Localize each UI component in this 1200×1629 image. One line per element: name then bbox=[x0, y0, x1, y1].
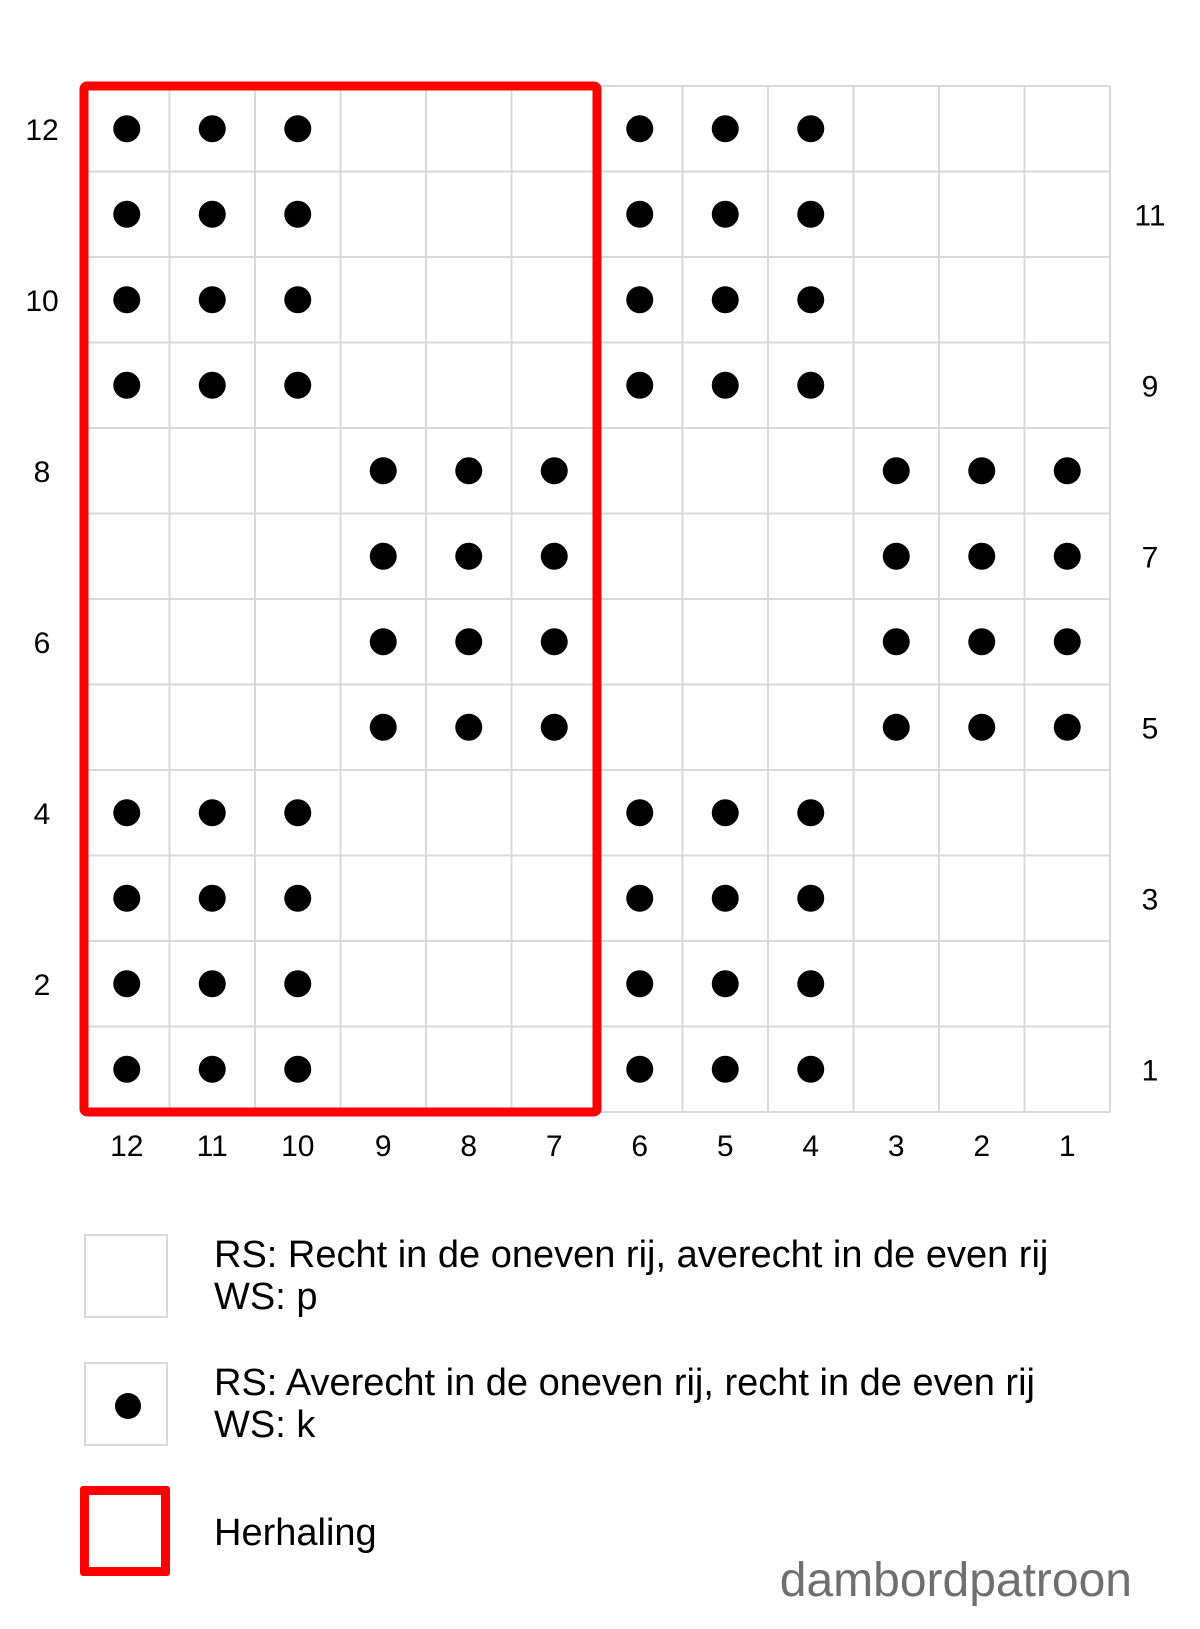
purl-dot-r8-c2 bbox=[968, 457, 995, 484]
purl-dot-r11-c11 bbox=[199, 201, 226, 228]
purl-dot-r3-c5 bbox=[712, 885, 739, 912]
purl-dot-r10-c5 bbox=[712, 286, 739, 313]
legend-item-purl bbox=[84, 1362, 1184, 1446]
purl-dot-r5-c2 bbox=[968, 714, 995, 741]
purl-dot-r2-c10 bbox=[284, 970, 311, 997]
purl-dot-r6-c3 bbox=[883, 628, 910, 655]
legend-empty-square-icon bbox=[84, 1234, 168, 1318]
purl-dot-r4-c6 bbox=[626, 799, 653, 826]
purl-dot-r9-c12 bbox=[113, 372, 140, 399]
purl-dot-r7-c8 bbox=[455, 543, 482, 570]
column-label-4: 4 bbox=[802, 1130, 820, 1160]
purl-dot-r10-c6 bbox=[626, 286, 653, 313]
purl-dot-r7-c1 bbox=[1054, 543, 1081, 570]
purl-dot-r9-c10 bbox=[284, 372, 311, 399]
column-label-9: 9 bbox=[374, 1130, 392, 1160]
purl-dot-r10-c10 bbox=[284, 286, 311, 313]
purl-dot-r7-c7 bbox=[541, 543, 568, 570]
row-label-7: 7 bbox=[1141, 541, 1159, 575]
purl-dot-r11-c6 bbox=[626, 201, 653, 228]
purl-dot-r4-c5 bbox=[712, 799, 739, 826]
row-label-4: 4 bbox=[33, 797, 51, 831]
purl-dot-r4-c4 bbox=[797, 799, 824, 826]
row-label-8: 8 bbox=[33, 455, 51, 489]
purl-dot-r2-c12 bbox=[113, 970, 140, 997]
purl-dot-r3-c6 bbox=[626, 885, 653, 912]
purl-dot-r7-c2 bbox=[968, 543, 995, 570]
purl-dot-r10-c4 bbox=[797, 286, 824, 313]
purl-dot-r12-c12 bbox=[113, 115, 140, 142]
row-label-9: 9 bbox=[1141, 370, 1159, 404]
purl-dot-r1-c5 bbox=[712, 1056, 739, 1083]
column-label-6: 6 bbox=[631, 1130, 649, 1160]
purl-dot-r5-c7 bbox=[541, 714, 568, 741]
purl-dot-r1-c4 bbox=[797, 1056, 824, 1083]
purl-dot-r5-c9 bbox=[370, 714, 397, 741]
purl-dot-r8-c9 bbox=[370, 457, 397, 484]
purl-dot-r7-c9 bbox=[370, 543, 397, 570]
purl-dot-r8-c8 bbox=[455, 457, 482, 484]
column-label-5: 5 bbox=[716, 1130, 734, 1160]
purl-dot-r3-c12 bbox=[113, 885, 140, 912]
purl-dot-r2-c4 bbox=[797, 970, 824, 997]
purl-dot-r1-c10 bbox=[284, 1056, 311, 1083]
purl-dot-r12-c4 bbox=[797, 115, 824, 142]
purl-dot-r8-c3 bbox=[883, 457, 910, 484]
purl-dot-r1-c12 bbox=[113, 1056, 140, 1083]
purl-dot-r4-c10 bbox=[284, 799, 311, 826]
purl-dot-r1-c6 bbox=[626, 1056, 653, 1083]
legend-knit-ws-text: WS: p bbox=[214, 1276, 318, 1318]
purl-dot-r6-c2 bbox=[968, 628, 995, 655]
purl-dot-r9-c11 bbox=[199, 372, 226, 399]
purl-dot-r8-c1 bbox=[1054, 457, 1081, 484]
purl-dot-r6-c9 bbox=[370, 628, 397, 655]
purl-dot-r4-c12 bbox=[113, 799, 140, 826]
purl-dot-r6-c1 bbox=[1054, 628, 1081, 655]
purl-dot-r12-c5 bbox=[712, 115, 739, 142]
purl-dot-r3-c10 bbox=[284, 885, 311, 912]
column-label-10: 10 bbox=[281, 1130, 315, 1160]
legend-purl-rs-text: RS: Averecht in de oneven rij, recht in de even rij bbox=[214, 1362, 1035, 1404]
row-label-5: 5 bbox=[1141, 712, 1159, 746]
purl-dot-r10-c12 bbox=[113, 286, 140, 313]
row-label-6: 6 bbox=[33, 626, 51, 660]
legend-purl-ws-text: WS: k bbox=[214, 1404, 316, 1446]
column-label-1: 1 bbox=[1058, 1130, 1076, 1160]
purl-dot-r12-c10 bbox=[284, 115, 311, 142]
legend-repeat-text: Herhaling bbox=[214, 1512, 377, 1554]
purl-dot-r6-c8 bbox=[455, 628, 482, 655]
row-label-12: 12 bbox=[25, 113, 59, 147]
purl-dot-r5-c8 bbox=[455, 714, 482, 741]
legend-item-knit bbox=[84, 1234, 1184, 1318]
legend-knit-rs-text: RS: Recht in de oneven rij, averecht in de even rij bbox=[214, 1234, 1049, 1276]
row-label-3: 3 bbox=[1141, 883, 1159, 917]
row-label-10: 10 bbox=[25, 284, 59, 318]
legend-red-square-icon bbox=[80, 1486, 170, 1576]
purl-dot-r11-c5 bbox=[712, 201, 739, 228]
column-label-2: 2 bbox=[973, 1130, 991, 1160]
purl-dot-icon bbox=[115, 1393, 141, 1419]
purl-dot-r11-c4 bbox=[797, 201, 824, 228]
purl-dot-r12-c11 bbox=[199, 115, 226, 142]
column-label-3: 3 bbox=[887, 1130, 905, 1160]
purl-dot-r12-c6 bbox=[626, 115, 653, 142]
purl-dot-r8-c7 bbox=[541, 457, 568, 484]
column-label-7: 7 bbox=[545, 1130, 563, 1160]
column-label-12: 12 bbox=[110, 1130, 144, 1160]
legend-dot-square-icon bbox=[84, 1362, 168, 1446]
purl-dot-r2-c6 bbox=[626, 970, 653, 997]
purl-dot-r6-c7 bbox=[541, 628, 568, 655]
purl-dot-r7-c3 bbox=[883, 543, 910, 570]
purl-dot-r10-c11 bbox=[199, 286, 226, 313]
watermark: dambordpatroon bbox=[779, 1554, 1132, 1607]
purl-dot-r5-c3 bbox=[883, 714, 910, 741]
purl-dot-r11-c12 bbox=[113, 201, 140, 228]
purl-dot-r9-c4 bbox=[797, 372, 824, 399]
purl-dot-r2-c11 bbox=[199, 970, 226, 997]
column-label-11: 11 bbox=[196, 1130, 228, 1160]
purl-dot-r5-c1 bbox=[1054, 714, 1081, 741]
purl-dot-r3-c11 bbox=[199, 885, 226, 912]
purl-dot-r9-c6 bbox=[626, 372, 653, 399]
column-label-8: 8 bbox=[460, 1130, 478, 1160]
purl-dot-r3-c4 bbox=[797, 885, 824, 912]
purl-dot-r11-c10 bbox=[284, 201, 311, 228]
purl-dot-r1-c11 bbox=[199, 1056, 226, 1083]
row-label-2: 2 bbox=[33, 968, 51, 1002]
purl-dot-r9-c5 bbox=[712, 372, 739, 399]
row-label-11: 11 bbox=[1134, 199, 1166, 233]
row-label-1: 1 bbox=[1141, 1054, 1159, 1088]
purl-dot-r4-c11 bbox=[199, 799, 226, 826]
purl-dot-r2-c5 bbox=[712, 970, 739, 997]
